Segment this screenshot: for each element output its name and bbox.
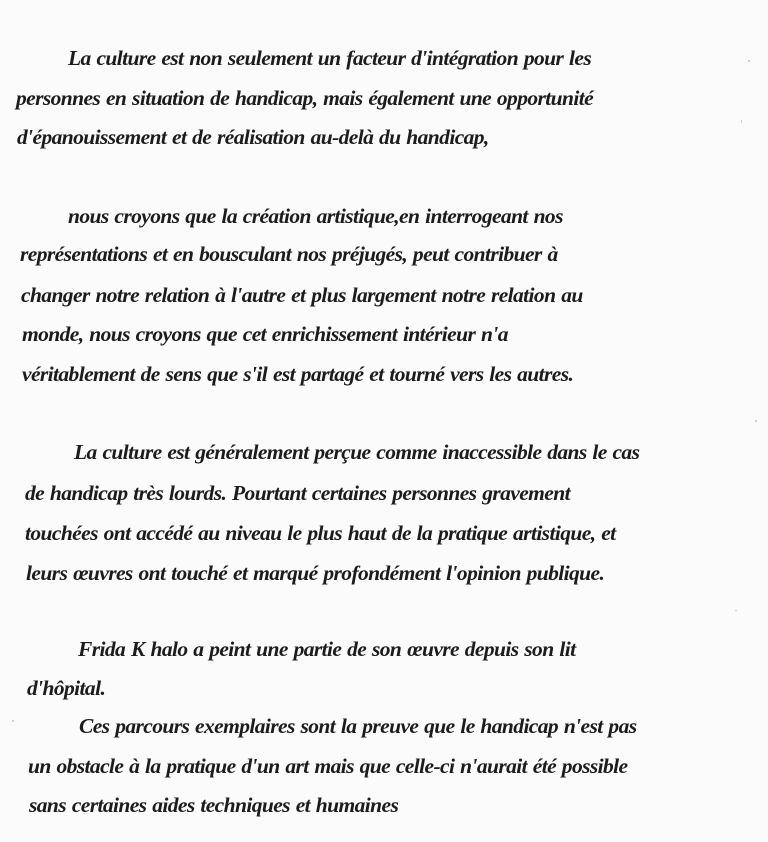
text-line: de handicap très lourds. Pourtant certaines personnes gravement: [25, 481, 570, 505]
text-line: Frida K halo a peint une partie de son œuvre depuis son lit: [78, 637, 576, 661]
scan-speck: [735, 610, 737, 611]
text-line: d'épanouissement et de réalisation au-delà du handicap,: [17, 125, 489, 149]
scan-speck: [741, 120, 742, 123]
text-line: La culture est non seulement un facteur d'intégration pour les: [68, 46, 592, 70]
text-line: leurs œuvres ont touché et marqué profondément l'opinion publique.: [26, 561, 605, 585]
text-line: personnes en situation de handicap, mais également une opportunité: [16, 86, 594, 110]
text-line: d'hôpital.: [27, 676, 106, 700]
text-line: véritablement de sens que s'il est partagé et tourné vers les autres.: [22, 362, 574, 386]
text-line: représentations et en bousculant nos préjugés, peut contribuer à: [20, 242, 558, 266]
text-line: changer notre relation à l'autre et plus largement notre relation au: [21, 283, 583, 307]
text-line: Ces parcours exemplaires sont la preuve que le handicap n'est pas: [79, 714, 637, 738]
scan-speck: [12, 720, 14, 722]
scan-speck: [755, 420, 757, 422]
scan-speck: [748, 60, 750, 62]
text-line: sans certaines aides techniques et humaines: [29, 793, 399, 817]
text-line: monde, nous croyons que cet enrichissement intérieur n'a: [22, 322, 508, 346]
text-line: nous croyons que la création artistique,en interrogeant nos: [68, 204, 563, 228]
text-line: un obstacle à la pratique d'un art mais que celle-ci n'aurait été possible: [28, 754, 628, 778]
text-line: La culture est généralement perçue comme inaccessible dans le cas: [74, 440, 640, 464]
text-line: touchées ont accédé au niveau le plus haut de la pratique artistique, et: [25, 521, 616, 545]
